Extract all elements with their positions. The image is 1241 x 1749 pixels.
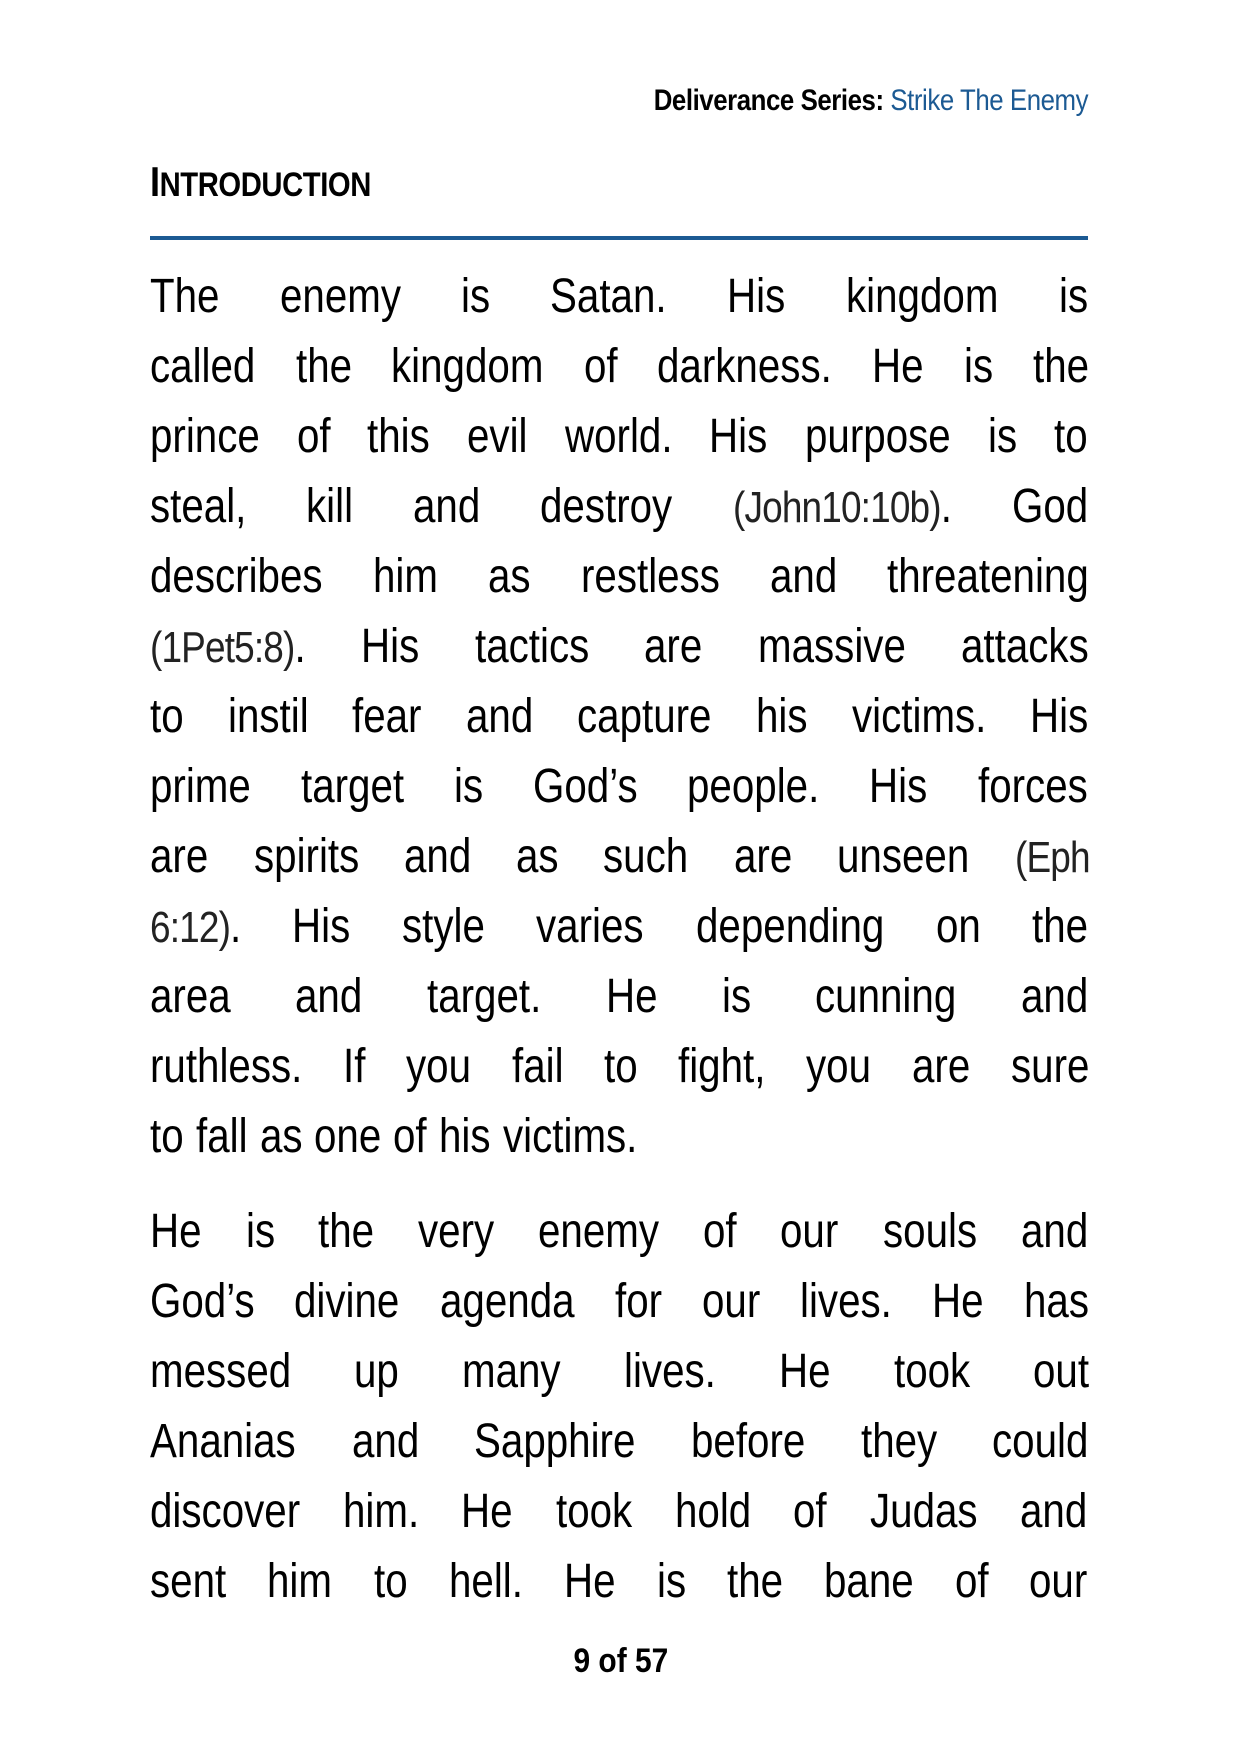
word: target bbox=[300, 760, 404, 813]
text-line bbox=[150, 612, 1088, 682]
word: He bbox=[872, 340, 924, 393]
word: this bbox=[367, 410, 431, 463]
word: are bbox=[644, 620, 703, 673]
word: fail bbox=[511, 1040, 564, 1093]
word: you bbox=[405, 1040, 471, 1093]
word: sent bbox=[150, 1555, 227, 1608]
word: of bbox=[702, 1205, 737, 1258]
text-line bbox=[150, 682, 1088, 752]
text-line bbox=[150, 402, 1088, 472]
word: of bbox=[954, 1555, 989, 1608]
word: lives. bbox=[800, 1275, 893, 1328]
word: of bbox=[393, 1110, 427, 1163]
word: messed bbox=[150, 1345, 292, 1398]
word: ruthless. bbox=[150, 1040, 303, 1093]
word: took bbox=[894, 1345, 971, 1398]
word: He bbox=[932, 1275, 984, 1328]
word: evil bbox=[467, 410, 528, 463]
word: purpose bbox=[805, 410, 951, 463]
word: him bbox=[372, 550, 438, 603]
word: victims. bbox=[502, 1110, 638, 1163]
word: and bbox=[404, 830, 472, 883]
word: His bbox=[709, 410, 768, 463]
word: the bbox=[726, 1555, 783, 1608]
text-line bbox=[150, 1197, 1088, 1267]
word: darkness. bbox=[657, 340, 833, 393]
word: God bbox=[1011, 480, 1088, 533]
word: and bbox=[769, 550, 838, 603]
word: they bbox=[860, 1415, 938, 1468]
word: lives. bbox=[624, 1345, 717, 1398]
word: (John10:10b). bbox=[733, 480, 953, 533]
word bbox=[1015, 822, 1090, 893]
word: restless bbox=[580, 550, 720, 603]
word: The bbox=[150, 270, 220, 323]
paragraph-1 bbox=[150, 262, 1088, 1172]
word: He bbox=[150, 1205, 202, 1258]
word: capture bbox=[577, 690, 712, 743]
word: to bbox=[150, 690, 184, 743]
word: of bbox=[583, 340, 618, 393]
word: God’s bbox=[150, 1275, 255, 1328]
word: our bbox=[1029, 1555, 1088, 1608]
word: threatening bbox=[887, 550, 1089, 603]
word: massive bbox=[758, 620, 907, 673]
text-line bbox=[150, 1477, 1088, 1547]
text-line bbox=[150, 1547, 1088, 1617]
word: are bbox=[733, 830, 793, 883]
word: for bbox=[614, 1275, 662, 1328]
word: to bbox=[373, 1555, 408, 1608]
word: God’s bbox=[532, 760, 638, 813]
scripture-reference: (1Pet5:8) bbox=[150, 623, 295, 672]
word: victims. bbox=[851, 690, 987, 743]
section-heading bbox=[150, 158, 371, 206]
scripture-reference: 6:12) bbox=[150, 903, 231, 952]
word: His bbox=[292, 900, 351, 953]
word: and bbox=[1020, 1485, 1088, 1538]
word: He bbox=[605, 970, 658, 1023]
word: kingdom bbox=[845, 270, 999, 323]
word: If bbox=[343, 1040, 366, 1093]
word: his bbox=[438, 1110, 491, 1163]
word: is bbox=[245, 1205, 275, 1258]
heading-initial: I bbox=[150, 158, 160, 205]
word: bane bbox=[823, 1555, 914, 1608]
word: is bbox=[964, 340, 994, 393]
word: discover bbox=[150, 1485, 301, 1538]
word: hell. bbox=[448, 1555, 523, 1608]
word: spirits bbox=[253, 830, 359, 883]
word: instil bbox=[227, 690, 309, 743]
word: the bbox=[1032, 340, 1089, 393]
word: is bbox=[453, 760, 483, 813]
word: prince bbox=[150, 410, 260, 463]
text-line bbox=[150, 1407, 1088, 1477]
text-line bbox=[150, 1102, 1088, 1172]
word: and bbox=[351, 1415, 419, 1468]
word: Satan. bbox=[550, 270, 667, 323]
word: is bbox=[988, 410, 1018, 463]
word: has bbox=[1024, 1275, 1090, 1328]
word: kingdom bbox=[391, 340, 544, 393]
word: on bbox=[935, 900, 981, 953]
scripture-reference: (John10:10b) bbox=[733, 483, 941, 532]
text-line bbox=[150, 262, 1088, 332]
word: destroy bbox=[540, 480, 673, 533]
word: his bbox=[755, 690, 808, 743]
word: Sapphire bbox=[474, 1415, 636, 1468]
word: souls bbox=[882, 1205, 977, 1258]
word: our bbox=[701, 1275, 760, 1328]
word: depending bbox=[695, 900, 884, 953]
paragraph-2 bbox=[150, 1197, 1088, 1617]
word: the bbox=[318, 1205, 375, 1258]
word: forces bbox=[977, 760, 1088, 813]
word: steal, bbox=[150, 480, 247, 533]
word: is bbox=[460, 270, 491, 323]
word: as bbox=[488, 550, 531, 603]
word: the bbox=[295, 340, 352, 393]
word: the bbox=[1032, 900, 1089, 953]
text-line bbox=[150, 1337, 1088, 1407]
word: divine bbox=[294, 1275, 400, 1328]
word: area bbox=[150, 970, 231, 1023]
word: His bbox=[1030, 690, 1089, 743]
word: could bbox=[992, 1415, 1089, 1468]
word: sure bbox=[1011, 1040, 1090, 1093]
word: 6:12). bbox=[150, 900, 242, 953]
word: fall bbox=[195, 1110, 248, 1163]
word: He bbox=[563, 1555, 616, 1608]
text-line bbox=[150, 962, 1088, 1032]
word: describes bbox=[150, 550, 323, 603]
word: Judas bbox=[869, 1485, 978, 1538]
word: took bbox=[555, 1485, 633, 1538]
word: kill bbox=[306, 480, 354, 533]
word: world. bbox=[564, 410, 673, 463]
page-number: 9 of 57 bbox=[573, 1642, 668, 1680]
word: and bbox=[1020, 1205, 1088, 1258]
series-title: Strike The Enemy bbox=[890, 84, 1088, 117]
word: before bbox=[691, 1415, 806, 1468]
scripture-reference: (Eph bbox=[1014, 833, 1090, 882]
word: are bbox=[150, 830, 209, 883]
word: varies bbox=[536, 900, 644, 953]
word: as bbox=[259, 1110, 303, 1163]
word: His bbox=[726, 270, 786, 323]
word: His bbox=[869, 760, 928, 813]
series-label: Deliverance Series: bbox=[653, 84, 884, 117]
word: agenda bbox=[439, 1275, 575, 1328]
word: such bbox=[603, 830, 689, 883]
word: and bbox=[465, 690, 533, 743]
word: (1Pet5:8). bbox=[150, 620, 306, 673]
word: is bbox=[1058, 270, 1088, 323]
word: is bbox=[722, 970, 752, 1023]
text-line bbox=[150, 752, 1088, 822]
word: He bbox=[779, 1345, 831, 1398]
word: tactics bbox=[474, 620, 590, 673]
text-line bbox=[150, 822, 1088, 892]
word: our bbox=[780, 1205, 839, 1258]
word: and bbox=[295, 970, 363, 1023]
word: style bbox=[402, 900, 486, 953]
word: to bbox=[1054, 410, 1088, 463]
running-header bbox=[654, 84, 1088, 118]
word: him bbox=[267, 1555, 333, 1608]
word: is bbox=[656, 1555, 686, 1608]
word: cunning bbox=[815, 970, 957, 1023]
word: called bbox=[150, 340, 256, 393]
word: out bbox=[1033, 1345, 1090, 1398]
word: him. bbox=[342, 1485, 419, 1538]
word: one bbox=[313, 1110, 382, 1163]
word: and bbox=[1021, 970, 1089, 1023]
word: Ananias bbox=[150, 1415, 296, 1468]
text-line bbox=[150, 472, 1088, 542]
text-line bbox=[150, 542, 1088, 612]
word: His bbox=[361, 620, 420, 673]
word: up bbox=[354, 1345, 400, 1398]
word: target. bbox=[426, 970, 542, 1023]
word: many bbox=[462, 1345, 561, 1398]
heading-divider bbox=[150, 236, 1088, 240]
text-line bbox=[150, 892, 1088, 962]
word: unseen bbox=[837, 830, 970, 883]
word: to bbox=[604, 1040, 638, 1093]
word: as bbox=[516, 830, 559, 883]
word: hold bbox=[674, 1485, 751, 1538]
word: prime bbox=[150, 760, 251, 813]
heading-rest: NTRODUCTION bbox=[159, 166, 371, 204]
word: of bbox=[793, 1485, 827, 1538]
word: attacks bbox=[961, 620, 1090, 673]
word: very bbox=[418, 1205, 495, 1258]
text-line bbox=[150, 332, 1088, 402]
word: fear bbox=[352, 690, 422, 743]
text-line bbox=[150, 1267, 1088, 1337]
text-line bbox=[150, 1032, 1088, 1102]
word: you bbox=[806, 1040, 872, 1093]
word: and bbox=[413, 480, 481, 533]
word: are bbox=[912, 1040, 971, 1093]
word: enemy bbox=[537, 1205, 659, 1258]
word: enemy bbox=[279, 270, 401, 323]
word: people. bbox=[686, 760, 819, 813]
word: of bbox=[296, 410, 331, 463]
word: to bbox=[150, 1110, 184, 1163]
word: fight, bbox=[678, 1040, 766, 1093]
word: He bbox=[461, 1485, 513, 1538]
